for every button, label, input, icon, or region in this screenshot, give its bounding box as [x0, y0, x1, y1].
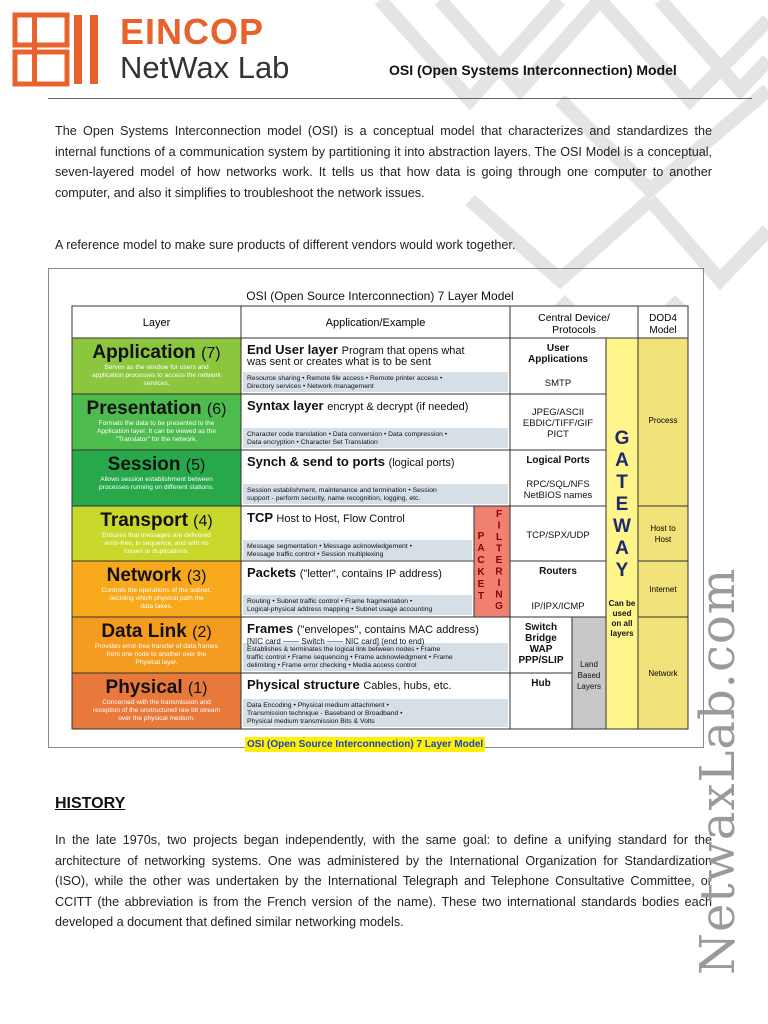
layer-description: processes running on different stations. — [99, 484, 214, 491]
figure-title: OSI (Open Source Interconnection) 7 Layer Model — [246, 289, 514, 303]
gateway-letter: W — [613, 516, 631, 537]
packet-letter: K — [477, 567, 485, 578]
gateway-letter: A — [615, 450, 629, 471]
central-device: Switch — [524, 622, 558, 633]
gateway-note: layers — [610, 629, 634, 638]
central-device: Logical Ports — [526, 455, 590, 466]
application-detail-line: Routing • Subnet traffic control • Frame fragmentation • — [247, 598, 413, 605]
application-detail-line: Directory services • Network management — [247, 383, 374, 390]
header-device-line1: Central Device/ — [538, 312, 610, 324]
application-detail-line: Session establishment, maintenance and termination • Session — [247, 487, 437, 494]
osi-diagram — [49, 269, 703, 747]
header-divider — [48, 98, 752, 99]
central-device: Bridge — [525, 633, 557, 644]
protocol-name: NetBIOS names — [523, 490, 593, 501]
application-subtitle: was sent or creates what is to be sent — [247, 356, 432, 368]
layer-description: Physical layer. — [135, 659, 178, 666]
application-detail-line: Character code translation • Data conversion • Data compression • — [247, 431, 448, 438]
layer-name-3: Network (3) — [106, 565, 207, 586]
filtering-letter: G — [495, 601, 503, 612]
header-device-line2: Protocols — [552, 324, 596, 336]
protocol-name: JPEG/ASCII — [531, 407, 585, 418]
central-device: Applications — [527, 354, 589, 365]
gateway-note: Can be — [608, 599, 636, 608]
intro-paragraph-2: A reference model to make sure products of different vendors would work together. — [55, 238, 516, 252]
osi-model-figure — [48, 268, 704, 748]
application-detail-line: traffic control • Frame sequencing • Frame acknowledgment • Frame — [247, 654, 453, 661]
central-device: Hub — [531, 678, 551, 689]
application-detail-line: Data encryption • Character Set Translation — [247, 439, 378, 446]
layer-description: services. — [143, 380, 170, 387]
layer-description: Serves as the window for users and — [104, 364, 209, 371]
dod-host-to-host: Host to — [650, 524, 676, 533]
history-heading: HISTORY — [55, 795, 126, 812]
header-application: Application/Example — [325, 317, 426, 329]
gateway-note: on all — [611, 619, 633, 628]
layer-description: Application layer. It can be viewed as the — [96, 428, 217, 435]
central-device: WAP — [529, 644, 553, 655]
layer-description: deciding which physical path the — [109, 595, 204, 602]
layer-description: Ensures that messages are delivered — [102, 532, 211, 539]
application-subtitle: [NIC card —— Switch —— NIC card] (end to end) — [247, 637, 425, 646]
gateway-letter: T — [616, 472, 628, 493]
filtering-letter: L — [495, 532, 503, 543]
application-detail-line: delimiting • Frame error checking • Media access control — [247, 662, 417, 669]
filtering-letter: E — [495, 555, 503, 566]
dod-host-cell — [638, 506, 688, 561]
layer-description: Controls the operations of the subnet, — [101, 587, 212, 594]
layer-description: from one node to another over the — [106, 651, 207, 658]
header-layer: Layer — [142, 317, 171, 329]
application-title-2: Frames ("envelopes", contains MAC address) — [247, 621, 479, 636]
filtering-letter: R — [495, 566, 503, 578]
protocol-name: EBDIC/TIFF/GIF — [522, 418, 594, 429]
application-title-5: Synch & send to ports (logical ports) — [247, 454, 455, 469]
application-title-6: Syntax layer encrypt & decrypt (if needed) — [247, 398, 469, 413]
history-paragraph: In the late 1970s, two projects began independently, with the same goal: to define a unifying standard for the architecture of networking systems. One was administered by the International Organization for Standardization (ISO), while the other was undertaken by the International Telegraph and Telephone Consultative Committee, or CCITT (the abbreviation is from the French version of the name). These two international standards bodies each developed a document that defined similar networking models. — [55, 833, 712, 929]
logo-subtitle: NetWax Lab — [120, 50, 290, 85]
gateway-letter: G — [614, 428, 630, 449]
application-detail-line: Transmission technique - Baseband or Broadband • — [247, 710, 403, 717]
document-title: OSI (Open Systems Interconnection) Model — [389, 62, 677, 78]
gateway-letter: E — [615, 494, 629, 515]
application-title-1: Physical structure Cables, hubs, etc. — [247, 677, 452, 692]
layer-description: error-free, in sequence, and with no — [104, 540, 209, 547]
dod-network: Network — [648, 669, 678, 678]
layer-name-4: Transport (4) — [100, 510, 213, 531]
header-dod-line1: DOD4 — [649, 313, 677, 324]
central-device: User — [546, 343, 570, 354]
netwaxlab-watermark: NetwaxLab.com — [690, 567, 746, 975]
central-device: PPP/SLIP — [518, 655, 564, 666]
gateway-letter: A — [615, 538, 629, 559]
land-based-label: Land — [580, 660, 598, 669]
application-title-4: TCP Host to Host, Flow Control — [247, 510, 405, 525]
protocol-name: PICT — [547, 429, 569, 440]
protocol-name: TCP/SPX/UDP — [526, 530, 590, 541]
layer-description: Provides error-free transfer of data frames — [94, 643, 219, 650]
central-device: Routers — [539, 566, 577, 577]
layer-description: "Translator" for the network. — [115, 436, 198, 443]
figure-caption: OSI (Open Source Interconnection) 7 Layer Model — [247, 739, 484, 750]
packet-letter: A — [477, 543, 485, 554]
protocol-name: IP/IPX/ICMP — [531, 601, 585, 612]
filtering-letter: I — [497, 520, 501, 532]
application-detail-line: Resource sharing • Remote file access • Remote printer access • — [247, 375, 443, 382]
gateway-note: used — [612, 609, 632, 618]
land-based-label: Layers — [576, 682, 602, 691]
application-title-7: End User layer Program that opens what — [247, 342, 465, 357]
layer-name-1: Physical (1) — [105, 677, 208, 698]
land-based-label: Based — [577, 671, 601, 680]
layer-name-7: Application (7) — [92, 342, 221, 363]
dod-internet: Internet — [649, 585, 677, 594]
application-detail-line: Message segmentation • Message acknowledgement • — [247, 543, 412, 550]
layer-name-5: Session (5) — [107, 454, 206, 475]
filtering-letter: T — [495, 543, 503, 555]
layer-description: data takes. — [140, 603, 173, 610]
packet-letter: E — [477, 579, 485, 590]
filtering-letter: N — [495, 589, 503, 601]
layer-description: application processes to access the network — [91, 372, 222, 379]
dod-host-to-host: Host — [654, 535, 672, 544]
logo-company-name: EINCOP — [120, 11, 265, 52]
layer-description: Allows session establishment between — [100, 476, 213, 483]
protocol-name: RPC/SQL/NFS — [526, 479, 590, 490]
application-detail-line: Physical medium transmission Bits & Volts — [247, 718, 375, 725]
layer-name-2: Data Link (2) — [101, 621, 212, 642]
packet-letter: C — [477, 555, 485, 566]
application-detail-line: Establishes & terminates the logical link between nodes • Frame — [247, 646, 441, 653]
layer-description: Concerned with the transmission and — [102, 699, 211, 706]
packet-letter: T — [477, 591, 485, 602]
protocol-name: SMTP — [544, 378, 572, 389]
dod-process: Process — [648, 416, 678, 425]
header-dod-line2: Model — [649, 325, 677, 336]
layer-description: losses or duplications. — [124, 548, 189, 555]
eincop-logo-mark — [12, 12, 112, 88]
application-title-3: Packets ("letter", contains IP address) — [247, 565, 442, 580]
layer-description: reception of the unstructured raw bit stream — [92, 707, 221, 714]
layer-name-6: Presentation (6) — [86, 398, 227, 419]
application-detail-line: support - perform security, name recognition, logging, etc. — [247, 495, 421, 502]
filtering-letter: F — [495, 509, 503, 520]
layer-description: Formats the data to be presented to the — [98, 420, 215, 427]
gateway-letter: Y — [615, 560, 629, 581]
application-detail-line: Logical-physical address mapping • Subnet usage accounting — [247, 606, 433, 613]
intro-paragraph: The Open Systems Interconnection model (OSI) is a conceptual model that characterizes and standardizes the internal functions of a communication system by partitioning it into abstraction layers. The OSI Model is a conceptual, seven-layered model of how networks work. It tells us that how data is going through one computer to another computer, and also it simplifies to troubleshoot the network issues. — [55, 124, 712, 200]
application-detail-line: Data Encoding • Physical medium attachment • — [247, 702, 389, 709]
layer-description: over the physical medium. — [118, 715, 195, 722]
application-detail-line: Message traffic control • Session multiplexing — [247, 551, 384, 558]
filtering-letter: I — [497, 578, 501, 589]
packet-letter: P — [477, 531, 485, 542]
